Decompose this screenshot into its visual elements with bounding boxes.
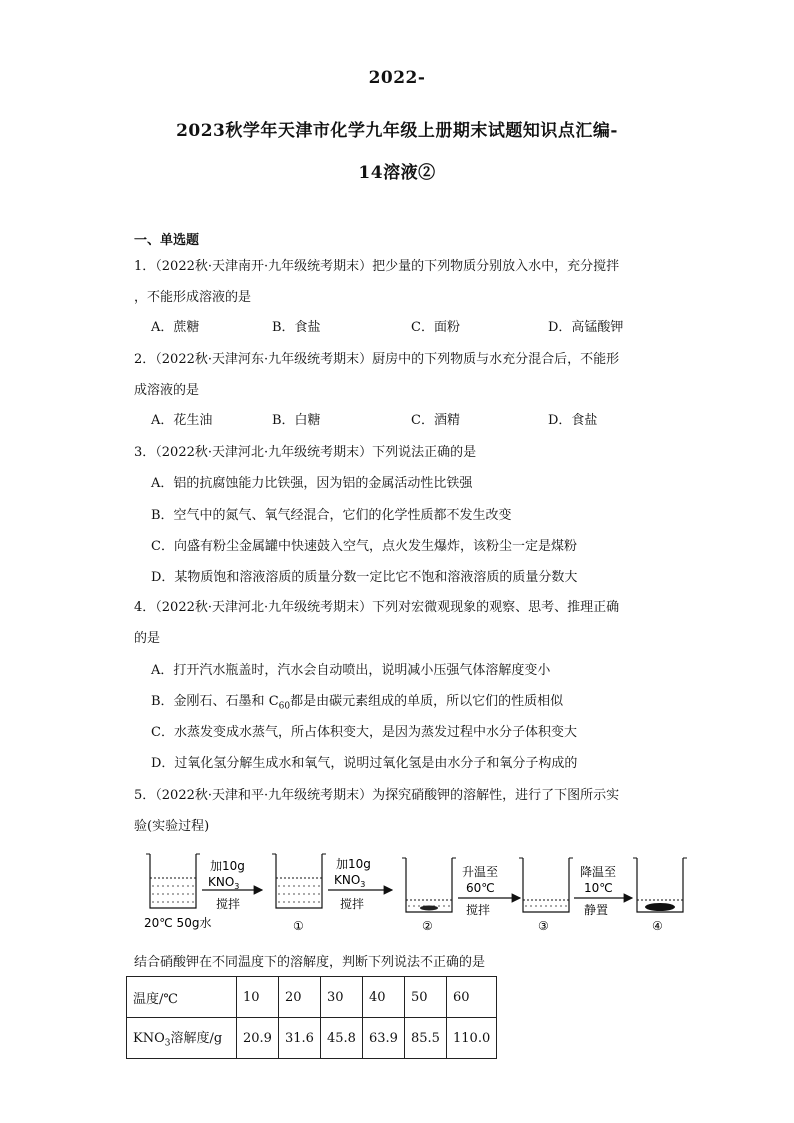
q2-option-a: A．花生油 [151, 413, 213, 428]
section-heading: 一、单选题 [134, 233, 200, 248]
initial-label: 20℃ 50g水 [144, 916, 212, 930]
question-4-line-1: 4．（2022秋·天津河北·九年级统考期末）下列对宏微观现象的观察、思考、推理正确 [134, 600, 620, 615]
table-cell: 60 [447, 977, 497, 1018]
table-cell: 20 [279, 977, 321, 1018]
table-cell: 30 [321, 977, 363, 1018]
step2-line1: 加10g [336, 857, 371, 871]
question-5-line-2: 验(实验过程) [134, 819, 210, 834]
step2-line2: $KNO_3$ [334, 873, 366, 889]
step3-line2: 60℃ [466, 881, 495, 895]
beaker-2-precipitate [420, 906, 438, 911]
table-cell: 31.6 [279, 1018, 321, 1059]
beaker-2-label: ② [422, 919, 433, 933]
table-cell: 20.9 [237, 1018, 279, 1059]
question-2-line-1: 2．（2022秋·天津河东·九年级统考期末）厨房中的下列物质与水充分混合后，不能形 [134, 352, 620, 367]
question-5-prompt: 结合硝酸钾在不同温度下的溶解度，判断下列说法不正确的是 [134, 955, 486, 970]
beaker-initial [146, 854, 200, 908]
beaker-3 [519, 858, 573, 912]
table-row-temperature [127, 977, 497, 1018]
experiment-diagram [138, 846, 698, 938]
beaker-1 [272, 854, 326, 908]
table-cell: 110.0 [447, 1018, 497, 1059]
q4-option-d: D．过氧化氢分解生成水和氧气，说明过氧化氢是由水分子和氧分子构成的 [151, 756, 578, 771]
q3-option-a: A．铝的抗腐蚀能力比铁强，因为铝的金属活动性比铁强 [151, 476, 473, 491]
q3-option-d: D．某物质饱和溶液溶质的质量分数一定比它不饱和溶液溶质的质量分数大 [151, 570, 578, 585]
table-cell: 40 [363, 977, 405, 1018]
question-5-line-1: 5．（2022秋·天津和平·九年级统考期末）为探究硝酸钾的溶解性，进行了下图所示实 [134, 788, 620, 803]
step2-action: 搅拌 [340, 897, 365, 911]
q4-option-a: A．打开汽水瓶盖时，汽水会自动喷出，说明减小压强气体溶解度变小 [151, 663, 551, 678]
table-cell: 45.8 [321, 1018, 363, 1059]
step4-line1: 降温至 [580, 865, 617, 879]
q4-option-c: C．水蒸发变成水蒸气，所占体积变大，是因为蒸发过程中水分子体积变大 [151, 725, 577, 740]
step1-action: 搅拌 [216, 897, 241, 911]
c60-formula: $C_{60}$ [268, 694, 291, 712]
question-1-line-2: ，不能形成溶液的是 [134, 290, 252, 305]
table-header-temperature: 温度/℃ [127, 977, 237, 1018]
solubility-table [126, 976, 497, 1059]
table-row-solubility [127, 1018, 497, 1059]
table-cell: 10 [237, 977, 279, 1018]
question-1-line-1: 1．（2022秋·天津南开·九年级统考期末）把少量的下列物质分别放入水中，充分搅拌 [134, 259, 620, 274]
q1-option-b: B．食盐 [272, 320, 321, 335]
q1-option-d: D．高锰酸钾 [548, 320, 624, 335]
beaker-4-precipitate [645, 903, 675, 911]
q3-option-c: C．向盛有粉尘金属罐中快速鼓入空气，点火发生爆炸，该粉尘一定是煤粉 [151, 539, 577, 554]
step3-action: 搅拌 [466, 903, 491, 917]
title-line-3: 14溶液② [358, 163, 436, 183]
step4-action: 静置 [584, 903, 609, 917]
q2-option-b: B．白糖 [272, 413, 321, 428]
step1-line2: $KNO_3$ [208, 875, 240, 891]
q4-option-b: B．金刚石、石墨和 $C_{60}$都是由碳元素组成的单质，所以它们的性质相似 [151, 694, 564, 712]
table-cell: 85.5 [405, 1018, 447, 1059]
step1-line1: 加10g [210, 859, 245, 873]
question-2-line-2: 成溶液的是 [134, 383, 200, 398]
step4-line2: 10℃ [584, 881, 613, 895]
q1-option-a: A．蔗糖 [151, 320, 200, 335]
step3-line1: 升温至 [462, 865, 499, 879]
table-cell: 50 [405, 977, 447, 1018]
question-4-line-2: 的是 [134, 631, 161, 646]
beaker-2 [402, 858, 456, 912]
q3-option-b: B．空气中的氮气、氧气经混合，它们的化学性质都不发生改变 [151, 508, 512, 523]
beaker-4 [633, 858, 687, 912]
title-line-1: 2022- [368, 68, 426, 88]
title-line-2: 2023秋学年天津市化学九年级上册期末试题知识点汇编- [176, 121, 618, 141]
table-header-solubility: $KNO_3$溶解度/g [127, 1018, 237, 1059]
beaker-4-label: ④ [652, 919, 663, 933]
q1-option-c: C．面粉 [411, 320, 460, 335]
beaker-1-label: ① [293, 919, 304, 933]
question-3-line-1: 3．（2022秋·天津河北·九年级统考期末）下列说法正确的是 [134, 445, 477, 460]
q2-option-d: D．食盐 [548, 413, 598, 428]
table-cell: 63.9 [363, 1018, 405, 1059]
beaker-3-label: ③ [538, 919, 549, 933]
q2-option-c: C．酒精 [411, 413, 460, 428]
